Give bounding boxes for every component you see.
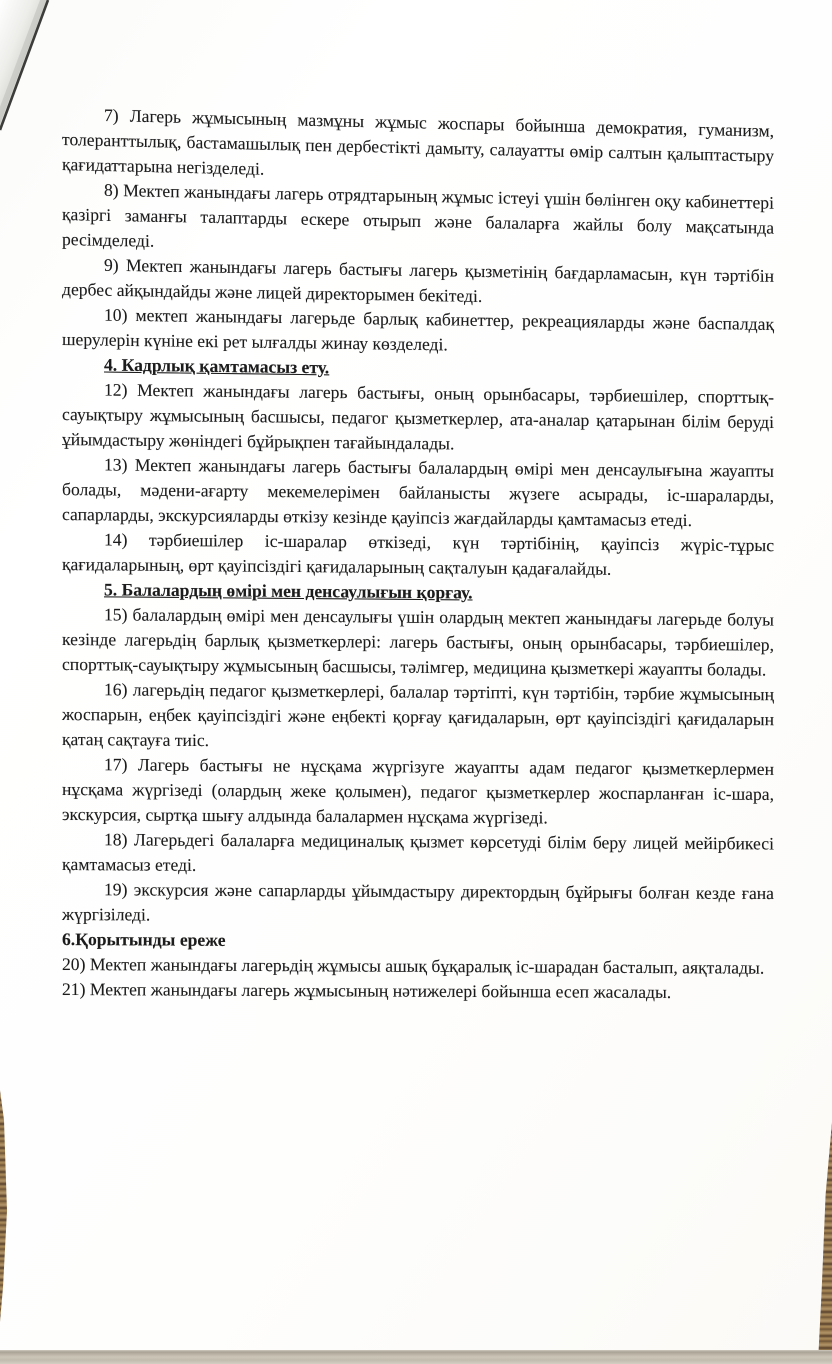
- paragraph-21: 21) Мектеп жанындағы лагерь жұмысының нәтижелері бойынша есеп жасалады.: [62, 979, 672, 1002]
- paragraph-7: 7) Лагерь жұмысының мазмұны жұмыс жоспары бойынша демократия, гуманизм, толеранттылық, бастамашылық пен дербестікті дамыту, салауатты өмір салтын қалыптастыру қағидаттарына негізделеді.: [62, 104, 774, 179]
- page-bottom-edge: [0, 1350, 832, 1364]
- paragraph-20: 20) Мектеп жанындағы лагерьдің жұмысы ашық бұқаралық іс-шарадан басталып, аяқталады.: [62, 954, 765, 978]
- paragraph-12: 12) Мектеп жанындағы лагерь бастығы, оның орынбасары, тәрбиешілер, спорттық-сауықтыру жұмысының басшысы, педагог қызметкерлер, ата-аналар қатарынан білім беруді ұйымдастыру жөніндегі бұйрықпен тағайындалады.: [62, 379, 774, 454]
- paragraph-18: 18) Лагерьдегі балаларға медициналық қызмет көрсетуді білім беру лицей мейірбикесі қамтамасыз етеді.: [62, 829, 774, 875]
- paragraph-13: 13) Мектеп жанындағы лагерь бастығы балалардың өмірі мен денсаулығына жауапты болады, мәдени-ағарту мекемелерімен байланысты жүзеге асырады, іс-шараларды, сапарларды, экскурсияларды өткізу кезінде қауіпсіз жағдайларды қамтамасыз етеді.: [62, 454, 774, 531]
- paragraph-14: 14) тәрбиешілер іс-шаралар өткізеді, күн тәртібінің, қауіпсіз жүріс-тұрыс қағидаларының, өрт қауіпсіздігі қағидаларының сақталуын қадағалайды.: [62, 529, 774, 579]
- section-heading-6: 6.Қорытынды ереже: [62, 929, 226, 950]
- paragraph-17: 17) Лагерь бастығы не нұсқама жүргізуге жауапты адам педагог қызметкерлермен нұсқама жүргізеді (олардың жеке қолымен), педагог қызметкерлер жоспарланған іс-шара, экскурсия, сыртқа шығу алдында балалармен нұсқама жүргізеді.: [62, 754, 774, 828]
- section-heading-4: 4. Кадрлық қамтамасыз ету.: [104, 354, 330, 378]
- section-heading-5: 5. Балалардың өмірі мен денсаулығын қорғау.: [104, 579, 473, 603]
- paragraph-8: 8) Мектеп жанындағы лагерь отрядтарының жұмыс істеуі үшін бөлінген оқу кабинеттері қазіргі заманғы талаптарды ескере отырып және балаларға жайлы болу мақсатында ресімделеді.: [62, 179, 774, 251]
- paragraph-9: 9) Мектеп жанындағы лагерь бастығы лагерь қызметінің бағдарламасын, күн тәртібін дербес айқындайды және лицей директорымен бекітеді.: [62, 254, 774, 306]
- document-text: [62, 102, 774, 1002]
- paragraph-16: 16) лагерьдің педагог қызметкерлері, балалар тәртіпті, күн тәртібін, тәрбие жұмысының жоспарын, еңбек қауіпсіздігі және еңбекті қорғау қағидаларын, өрт қауіпсіздігі қағидаларын қатаң сақтауға тиіс.: [62, 679, 774, 751]
- paragraph-10: 10) мектеп жанындағы лагерьде барлық кабинеттер, рекреацияларды және баспалдақ шерулерін күніне екі рет ылғалды жинау көзделеді.: [62, 304, 774, 355]
- paragraph-15: 15) балалардың өмірі мен денсаулығы үшін олардың мектеп жанындағы лагерьде болуы кезінде лагерьдің барлық қызметкерлері: лагерь бастығы, оның орынбасары, тәрбиешілер, спорттық-сауықтыру жұмысының басшысы, тәлімгер, медицина қызметкері жауапты болады.: [62, 604, 774, 680]
- paragraph-19: 19) экскурсия және сапарларды ұйымдастыру директордың бұйрығы болған кезде ғана жүргізіледі.: [62, 879, 774, 925]
